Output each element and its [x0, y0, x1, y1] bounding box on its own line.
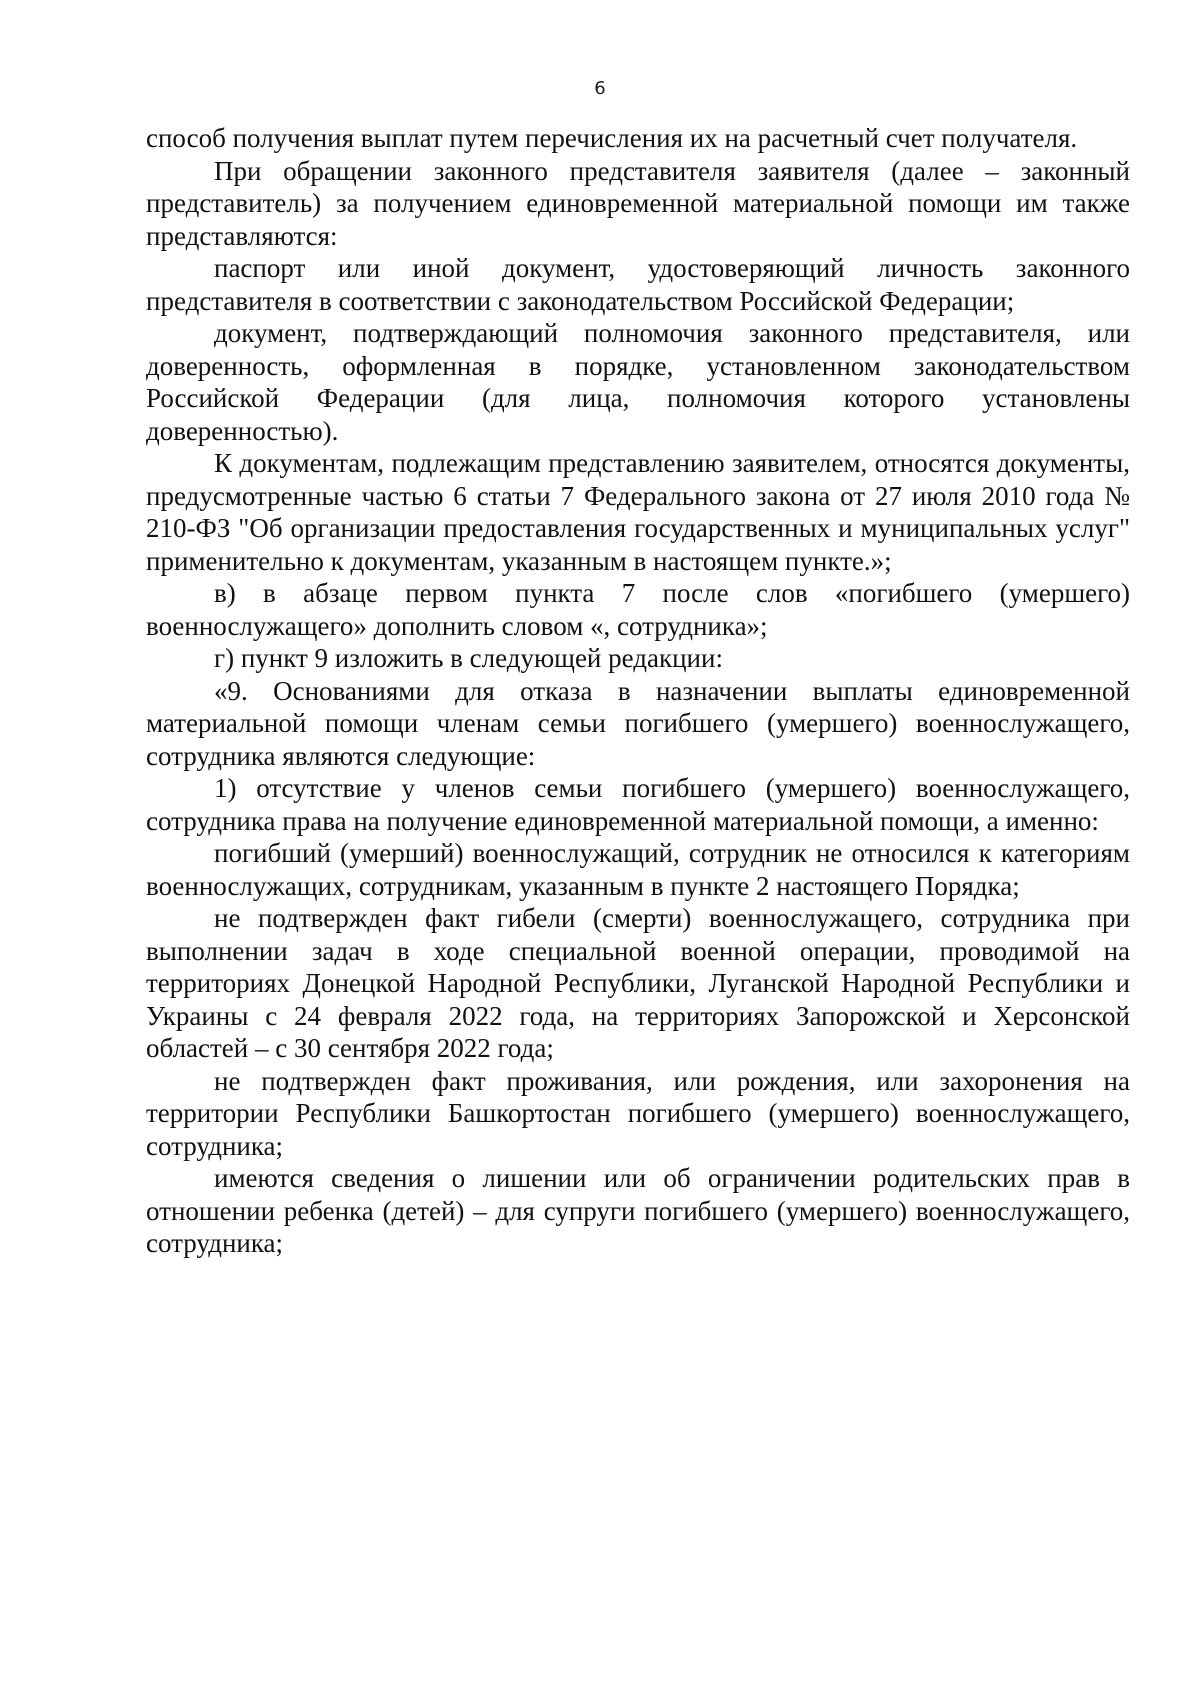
paragraph-documents-reference: К документам, подлежащим представлению заявителем, относятся документы, предусмотренные частью 6 статьи 7 Федерального закона от 27 июля 2010 года № 210-ФЗ "Об организации предоставления государственных и муниципальных услуг" применительно к документам, указанным в настоящем пункте.»;	[146, 448, 1130, 576]
paragraph-not-category: погибший (умерший) военнослужащий, сотрудник не относился к категориям военнослужащих, сотрудникам, указанным в пункте 2 настоящего Порядка;	[146, 838, 1130, 901]
paragraph-parental-rights: имеются сведения о лишении или об ограничении родительских прав в отношении ребенка (детей) – для супруги погибшего (умершего) военнослужащего, сотрудника;	[146, 1163, 1130, 1258]
paragraph-legal-representative: При обращении законного представителя заявителя (далее – законный представитель) за получением единовременной материальной помощи им также представляются:	[146, 155, 1130, 251]
paragraph-clause-9-item-1: 1) отсутствие у членов семьи погибшего (умершего) военнослужащего, сотрудника права на получение единовременной материальной помощи, а именно:	[146, 773, 1130, 836]
paragraph-amendment-g: г) пункт 9 изложить в следующей редакции:	[214, 643, 723, 673]
paragraph-residence-not-confirmed: не подтвержден факт проживания, или рождения, или захоронения на территории Республики Башкортостан погибшего (умершего) военнослужащего, сотрудника;	[146, 1065, 1130, 1161]
paragraph-amendment-v: в) в абзаце первом пункта 7 после слов «погибшего (умершего) военнослужащего» дополнить словом «, сотрудника»;	[146, 578, 1130, 641]
document-body	[146, 122, 1130, 1260]
paragraph-authority-document: документ, подтверждающий полномочия законного представителя, или доверенность, оформленная в порядке, установленном законодательством Российской Федерации (для лица, полномочия которого установлены доверенностью).	[146, 318, 1130, 446]
paragraph-continuation: способ получения выплат путем перечисления их на расчетный счет получателя.	[146, 123, 1078, 153]
paragraph-clause-9: «9. Основаниями для отказа в назначении выплаты единовременной материальной помощи членам семьи погибшего (умершего) военнослужащего, сотрудника являются следующие:	[146, 675, 1130, 771]
paragraph-death-not-confirmed: не подтвержден факт гибели (смерти) военнослужащего, сотрудника при выполнении задач в ходе специальной военной операции, проводимой на территориях Донецкой Народной Республики, Луганской Народной Республики и Украины с 24 февраля 2022 года, на территориях Запорожской и Херсонской областей – с 30 сентября 2022 года;	[146, 903, 1130, 1063]
paragraph-passport: паспорт или иной документ, удостоверяющий личность законного представителя в соответствии с законодательством Российской Федерации;	[146, 253, 1130, 316]
page-number: 6	[594, 78, 606, 99]
